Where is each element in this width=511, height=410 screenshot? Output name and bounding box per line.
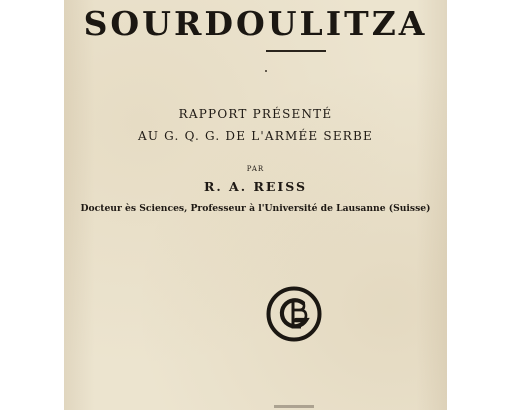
- title-rule: [266, 50, 326, 52]
- subtitle-line-1: RAPPORT PRÉSENTÉ: [178, 107, 333, 121]
- author-name: R. A. REISS: [203, 179, 308, 194]
- publisher-monogram-icon: [266, 286, 322, 342]
- by-label: PAR: [246, 165, 265, 173]
- subtitle-line-2: AU G. Q. G. DE L'ARMÉE SERBE: [137, 129, 374, 143]
- author-description: Docteur ès Sciences, Professeur à l'Université de Lausanne (Suisse): [80, 203, 431, 214]
- book-title: SOURDOULITZA: [83, 4, 428, 43]
- ink-dot: [265, 70, 267, 72]
- cropped-bottom-text: [274, 402, 314, 410]
- title-page: [64, 0, 447, 410]
